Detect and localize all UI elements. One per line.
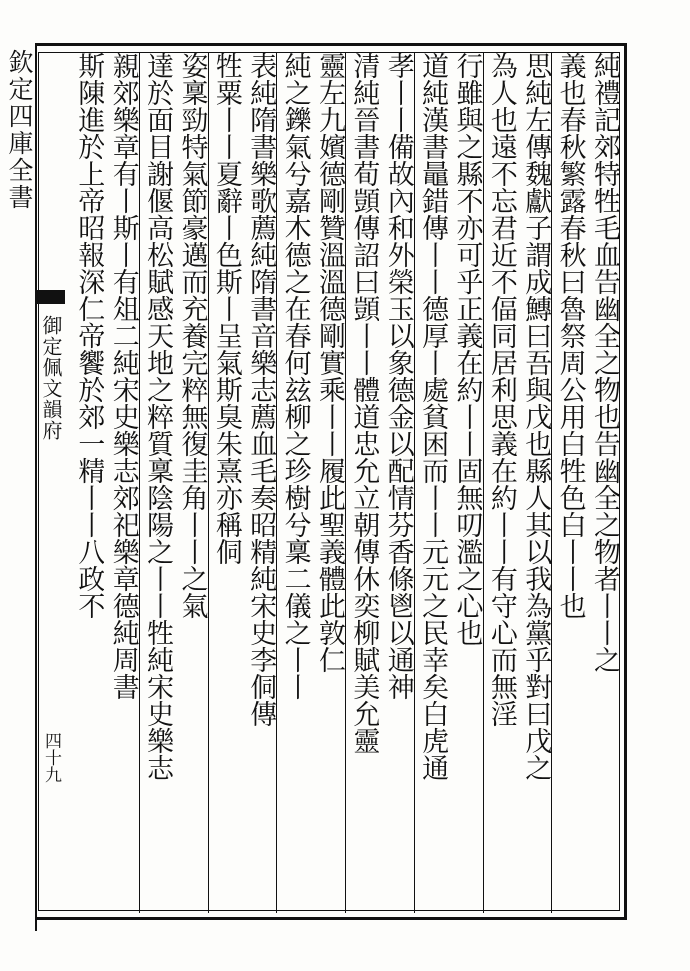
text-column: 牲粟丨丨夏辭丨色斯丨呈氣斯臭朱熹亦稱侗 <box>210 52 242 565</box>
column-rule <box>276 52 277 913</box>
text-column: 行雖與之縣不亦可乎正義在約丨丨固無叨濫之心也 <box>451 52 483 646</box>
column-rule <box>208 52 209 913</box>
text-column: 靈左九嬪德剛贊溫溫德剛實乘丨丨履此聖義體此敦仁 <box>314 52 345 673</box>
text-column: 孝丨丨備故內和外榮玉以象德金以配情芬香條鬯以通神 <box>382 52 414 700</box>
text-column: 為人也遠不忘君近不偪同居利思義在約丨丨有守心而無淫 <box>485 52 517 727</box>
text-column: 純禮記郊特牲毛血告幽全之物也告幽全之物者丨丨之 <box>589 52 620 673</box>
column-rule <box>414 52 415 913</box>
text-column: 斯陳進於上帝昭報深仁帝饗於郊一精丨丨八政不 <box>73 52 105 619</box>
fish-tail-bar <box>35 290 65 304</box>
column-rule <box>551 52 552 913</box>
text-column: 思純左傳魏獻子謂成鱄曰吾與戊也縣人其以我為黨乎對曰戊之 <box>520 52 552 781</box>
column-rule <box>483 52 484 913</box>
folio-number: 四十九 <box>41 732 61 783</box>
text-column: 親郊樂章有丨斯丨有俎二純宋史樂志郊祀樂章德純周書 <box>107 52 139 700</box>
text-column: 達於面目謝偃高松賦感天地之粹質稟陰陽之丨丨牲純宋史樂志 <box>142 52 174 781</box>
text-column: 純之鑠氣兮嘉木德之在春何玆柳之珍樹兮稟二儀之丨丨 <box>279 52 311 700</box>
text-column: 義也春秋繁露春秋曰魯祭周公用白牲色白丨丨也 <box>554 52 586 619</box>
column-rule <box>345 52 346 913</box>
text-column: 道純漢書鼂錯傳丨丨德厚丨處貧困而丨丨元元之民幸矣白虎通 <box>417 52 449 781</box>
text-column: 表純隋書樂歌薦純隋書音樂志薦血毛奏昭精純宋史李侗傳 <box>245 52 277 727</box>
book-subtitle: 御定佩文韻府 <box>39 315 63 441</box>
column-rule <box>139 52 140 913</box>
book-title: 欽定四庫全書 <box>5 49 34 211</box>
text-column: 姿稟勁特氣節豪邁而充養完粹無復圭角丨丨之氣 <box>176 52 208 619</box>
text-column: 清純晉書荀顗傳詔曰顗丨丨體道忠允立朝傳休奕柳賦美允靈 <box>348 52 380 754</box>
